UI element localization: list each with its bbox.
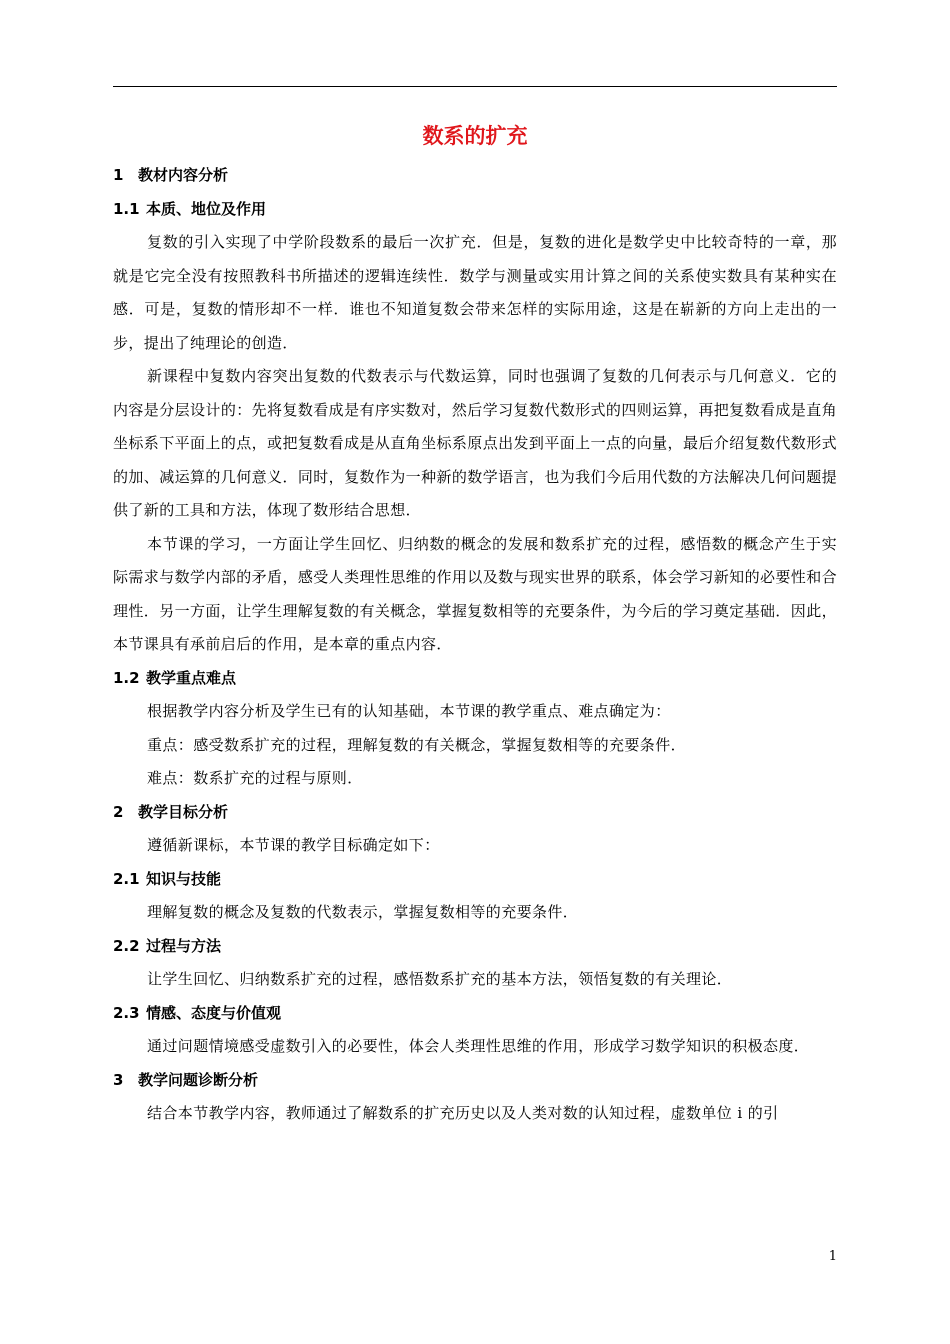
paragraph: 通过问题情境感受虚数引入的必要性，体会人类理性思维的作用，形成学习数学知识的积极态度． xyxy=(147,1037,810,1055)
document-title: 数系的扩充 xyxy=(422,124,528,148)
section-title: 情感、态度与价值观 xyxy=(146,1003,282,1022)
section-title: 教学目标分析 xyxy=(138,802,229,821)
paragraph: 复数的引入实现了中学阶段数系的最后一次扩充．但是，复数的进化是数学史中比较奇特的一章，那就是它完全没有按照教科书所描述的逻辑连续性．数学与测量或实用计算之间的关系使实数具有某种实在感．可是，复数的情形却不一样．谁也不知道复数会带来怎样的实际用途，这是在崭新的方向上走出的一步，提出了纯理论的创造． xyxy=(113,233,837,352)
section-heading-2-1 xyxy=(113,863,837,897)
paragraph: 本节课的学习，一方面让学生回忆、归纳数的概念的发展和数系扩充的过程，感悟数的概念产生于实际需求与数学内部的矛盾，感受人类理性思维的作用以及数与现实世界的联系，体会学习新知的必要性和合理性．另一方面，让学生理解复数的有关概念，掌握复数相等的充要条件，为今后的学习奠定基础．因此，本节课具有承前启后的作用，是本章的重点内容． xyxy=(113,534,837,653)
section-number: 2.3 xyxy=(113,1003,140,1022)
paragraph: 新课程中复数内容突出复数的代数表示与代数运算，同时也强调了复数的几何表示与几何意义．它的内容是分层设计的：先将复数看成是有序实数对，然后学习复数代数形式的四则运算，再把复数看成是直角坐标系下平面上的点，或把复数看成是从直角坐标系原点出发到平面上一点的向量，最后介绍复数代数形式的加、减运算的几何意义．同时，复数作为一种新的数学语言，也为我们今后用代数的方法解决几何问题提供了新的工具和方法，体现了数形结合思想． xyxy=(113,367,837,519)
paragraph: 理解复数的概念及复数的代数表示，掌握复数相等的充要条件． xyxy=(147,903,579,921)
section-heading-2 xyxy=(113,796,837,830)
section-heading-3 xyxy=(113,1064,837,1098)
header-rule xyxy=(113,86,837,87)
section-heading-1 xyxy=(113,159,837,193)
section-number: 1.2 xyxy=(113,668,140,687)
document-body xyxy=(113,159,837,1131)
paragraph: 让学生回忆、归纳数系扩充的过程，感悟数系扩充的基本方法，领悟复数的有关理论． xyxy=(147,970,733,988)
section-number: 2 xyxy=(113,802,124,821)
section-number: 3 xyxy=(113,1070,124,1089)
paragraph: 结合本节教学内容，教师通过了解数系的扩充历史以及人类对数的认知过程，虚数单位 i 的引 xyxy=(147,1104,779,1122)
section-title: 过程与方法 xyxy=(146,936,222,955)
section-number: 1 xyxy=(113,166,124,184)
page-number: 1 xyxy=(828,1249,837,1264)
paragraph: 遵循新课标，本节课的教学目标确定如下： xyxy=(147,836,440,854)
paragraph: 难点：数系扩充的过程与原则． xyxy=(147,769,363,787)
section-title: 知识与技能 xyxy=(146,869,222,888)
section-number: 2.2 xyxy=(113,936,140,955)
section-number: 1.1 xyxy=(113,199,140,218)
section-heading-2-2 xyxy=(113,930,837,964)
section-title: 教材内容分析 xyxy=(138,166,229,184)
section-heading-1-1 xyxy=(113,193,837,227)
section-heading-1-2 xyxy=(113,662,837,696)
section-number: 2.1 xyxy=(113,869,140,888)
section-title: 本质、地位及作用 xyxy=(146,199,267,218)
paragraph: 重点：感受数系扩充的过程，理解复数的有关概念，掌握复数相等的充要条件． xyxy=(147,735,687,754)
section-title: 教学问题诊断分析 xyxy=(138,1070,259,1089)
section-title: 教学重点难点 xyxy=(146,668,237,687)
section-heading-2-3 xyxy=(113,997,837,1031)
paragraph: 根据教学内容分析及学生已有的认知基础，本节课的教学重点、难点确定为： xyxy=(147,702,671,720)
